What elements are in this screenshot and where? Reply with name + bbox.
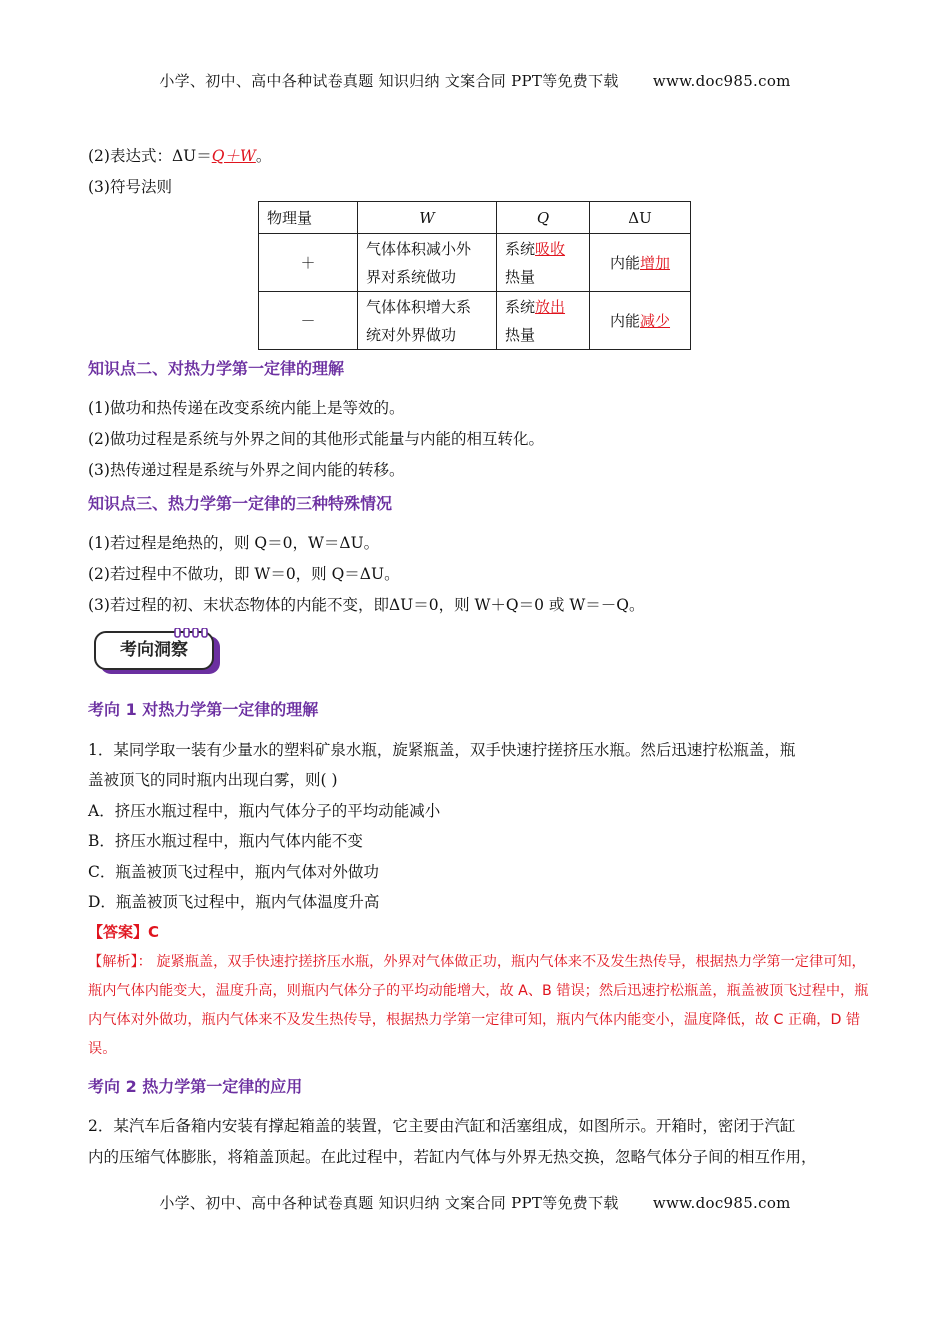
footer-site: www.doc985.com xyxy=(652,1194,791,1212)
u-cell xyxy=(590,234,691,292)
section-title-dir1: 考向 1 对热力学第一定律的理解 xyxy=(88,700,319,719)
sign-rule-table xyxy=(258,201,691,350)
footer-text: 小学、初中、高中各种试卷真题 知识归纳 文案合同 PPT等免费下载 xyxy=(159,1194,619,1212)
w-text: 气体体积增大系 xyxy=(366,297,472,316)
w-text: 界对系统做功 xyxy=(366,267,457,286)
section-title-kp3: 知识点三、热力学第一定律的三种特殊情况 xyxy=(88,494,393,513)
answer-label: 【答案】C xyxy=(88,923,160,941)
header-site: www.doc985.com xyxy=(652,72,791,90)
page-header xyxy=(0,70,950,91)
sign-cell: ＋ xyxy=(259,234,358,292)
u-prefix: 内能 xyxy=(609,254,640,272)
option-c: C．瓶盖被顶飞过程中，瓶内气体对外做功 xyxy=(88,863,379,881)
analysis-text: 【解析】： 旋紧瓶盖，双手快速拧搓挤压水瓶，外界对气体做正功，瓶内气体来不及发生热传导，根据热力学第一定律可知，瓶内气体内能变大，温度升高，则瓶内气体分子的平均动能增大，故 A、B 错误；然后迅速拧松瓶盖，瓶盖被顶飞过程中，瓶内气体对外做功，瓶内气体来不及发生热传导，根据热力学第一定律可知，瓶内气体内能变小，温度降低，故 C 正确，D 错误。 xyxy=(88,954,869,1057)
table-header-cell: Q xyxy=(497,202,590,234)
list-item: (2)做功过程是系统与外界之间的其他形式能量与内能的相互转化。 xyxy=(88,430,544,448)
w-cell xyxy=(358,292,497,350)
expression-prefix: (2)表达式：ΔU＝ xyxy=(88,147,212,165)
q-prefix: 系统 xyxy=(505,239,536,258)
expression-line xyxy=(88,144,271,166)
q-suffix: 热量 xyxy=(505,267,536,286)
list-item: (3)若过程的初、末状态物体的内能不变，即ΔU＝0，则 W＋Q＝0 或 W＝－Q。 xyxy=(88,596,645,614)
question-stem: 内的压缩气体膨胀，将箱盖顶起。在此过程中，若缸内气体与外界无热交换，忽略气体分子间的相互作用， xyxy=(88,1148,817,1166)
expression-answer: Q＋W xyxy=(211,147,256,165)
table-row xyxy=(259,292,691,350)
question-stem: 盖被顶飞的同时瓶内出现白雾，则( ) xyxy=(88,771,338,789)
list-item: (1)若过程是绝热的，则 Q＝0，W＝ΔU。 xyxy=(88,534,380,552)
table-row xyxy=(259,234,691,292)
table-header-cell: 物理量 xyxy=(259,202,358,234)
option-d: D．瓶盖被顶飞过程中，瓶内气体温度升高 xyxy=(88,893,380,911)
section-badge xyxy=(93,628,223,676)
u-answer: 减少 xyxy=(640,312,671,330)
section-title-kp2: 知识点二、对热力学第一定律的理解 xyxy=(88,359,345,378)
q-cell xyxy=(497,234,590,292)
option-a: A．挤压水瓶过程中，瓶内气体分子的平均动能减小 xyxy=(88,802,441,820)
table-header-row xyxy=(259,202,691,234)
header-text: 小学、初中、高中各种试卷真题 知识归纳 文案合同 PPT等免费下载 xyxy=(159,72,619,90)
page-footer xyxy=(0,1192,950,1213)
q-answer: 吸收 xyxy=(535,239,566,258)
section-title-dir2: 考向 2 热力学第一定律的应用 xyxy=(88,1077,303,1096)
sign-cell: － xyxy=(259,292,358,350)
sign-rule-title: (3)符号法则 xyxy=(88,178,172,196)
list-item: (2)若过程中不做功，即 W＝0，则 Q＝ΔU。 xyxy=(88,565,400,583)
option-b: B．挤压水瓶过程中，瓶内气体内能不变 xyxy=(88,832,363,850)
q-prefix: 系统 xyxy=(505,297,536,316)
badge-label: 考向洞察 xyxy=(120,640,188,660)
w-text: 统对外界做功 xyxy=(366,325,457,344)
expression-suffix: 。 xyxy=(255,147,272,165)
q-answer: 放出 xyxy=(535,297,566,316)
w-cell xyxy=(358,234,497,292)
q-suffix: 热量 xyxy=(505,325,536,344)
u-cell xyxy=(590,292,691,350)
question-stem: 1．某同学取一装有少量水的塑料矿泉水瓶，旋紧瓶盖，双手快速拧搓挤压水瓶。然后迅速拧松瓶盖，瓶 xyxy=(88,741,796,759)
w-text: 气体体积减小外 xyxy=(366,239,472,258)
u-answer: 增加 xyxy=(640,254,671,272)
question-stem: 2．某汽车后备箱内安装有撑起箱盖的装置，它主要由汽缸和活塞组成，如图所示。开箱时，密闭于汽缸 xyxy=(88,1117,796,1135)
list-item: (1)做功和热传递在改变系统内能上是等效的。 xyxy=(88,399,405,417)
table-header-cell: ΔU xyxy=(590,202,691,234)
q-cell xyxy=(497,292,590,350)
list-item: (3)热传递过程是系统与外界之间内能的转移。 xyxy=(88,461,405,479)
table-header-cell: W xyxy=(358,202,497,234)
u-prefix: 内能 xyxy=(609,312,640,330)
